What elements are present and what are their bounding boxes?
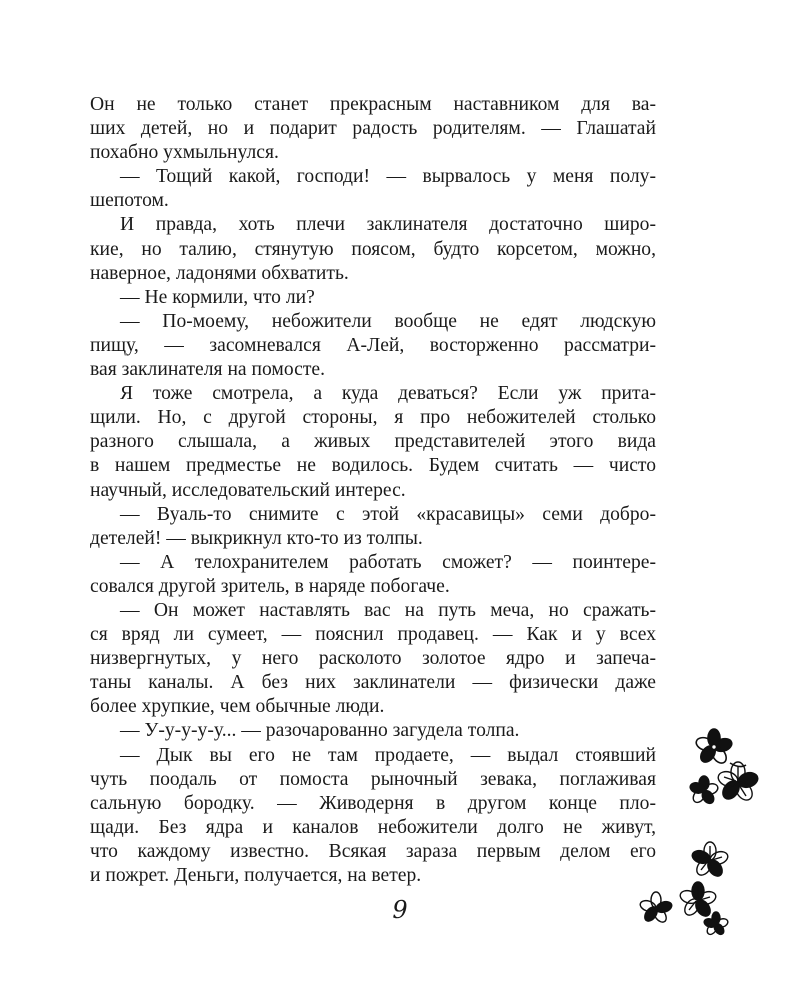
text-line: — А телохранителем работать сможет? — поинтере- (120, 551, 656, 573)
text-line: И правда, хоть плечи заклинателя достаточно широ- (120, 214, 656, 236)
text-line: совался другой зритель, в наряде побогаче. (90, 575, 450, 597)
text-line: вая заклинателя на помосте. (90, 359, 325, 381)
page-number: 9 (392, 896, 408, 924)
text-line: научный, исследовательский интерес. (90, 479, 406, 501)
text-line: детелей! — выкрикнул кто-то из толпы. (90, 527, 423, 549)
text-line: ся вряд ли сумеет, — пояснил продавец. — Как и у всех (90, 624, 656, 646)
page-text (90, 93, 656, 888)
text-line: сальную бородку. — Живодерня в другом конце пло- (90, 792, 656, 814)
text-line: — Дык вы его не там продаете, — выдал стоявший (120, 744, 656, 766)
flower-cluster-icon (685, 840, 735, 880)
text-line: чуть поодаль от помоста рыночный зевака, поглаживая (90, 768, 656, 790)
text-line: — Вуаль-то снимите с этой «красавицы» семи добро- (120, 503, 656, 525)
flower-cluster-icon (636, 880, 736, 940)
text-line: — По-моему, небожители вообще не едят людскую (120, 310, 656, 332)
text-line: пищу, — засомневался А-Лей, восторженно рассматри- (90, 334, 656, 356)
text-line: и пожрет. Деньги, получается, на ветер. (90, 865, 422, 886)
text-line: что каждому известно. Всякая зараза первым делом его (90, 840, 656, 862)
text-line: кие, но талию, стянутую поясом, будто корсетом, можно, (90, 238, 656, 260)
text-line: Он не только станет прекрасным наставником для ва- (90, 94, 656, 115)
text-line: низвергнутых, у него расколото золотое ядро и запеча- (90, 648, 656, 670)
text-line: Я тоже смотрела, а куда деваться? Если уж прита- (120, 383, 656, 405)
text-line: таны каналы. А без них заклинатели — физически даже (90, 672, 656, 694)
text-line: — Он может наставлять вас на путь меча, но сражать- (120, 599, 656, 621)
text-line: наверное, ладонями обхватить. (90, 262, 349, 284)
text-line: похабно ухмыльнулся. (90, 142, 279, 164)
text-line: — Не кормили, что ли? (120, 286, 315, 308)
text-line: ших детей, но и подарит радость родителям. — Глашатай (90, 118, 656, 140)
text-line: щили. Но, с другой стороны, я про небожителей столько (90, 407, 656, 429)
text-line: — У-у-у-у-у... — разочарованно загудела толпа. (120, 720, 520, 742)
text-line: щади. Без ядра и каналов небожители долго не живут, (90, 816, 656, 838)
text-line: в нашем предместье не водилось. Будем считать — чисто (90, 455, 656, 477)
text-line: — Тощий какой, господи! — вырвалось у меня полу- (120, 166, 656, 188)
text-line: более хрупкие, чем обычные люди. (90, 696, 385, 718)
text-line: разного слышала, а живых представителей этого вида (90, 431, 656, 453)
flower-cluster-icon (688, 760, 768, 810)
text-line: шепотом. (90, 190, 169, 212)
